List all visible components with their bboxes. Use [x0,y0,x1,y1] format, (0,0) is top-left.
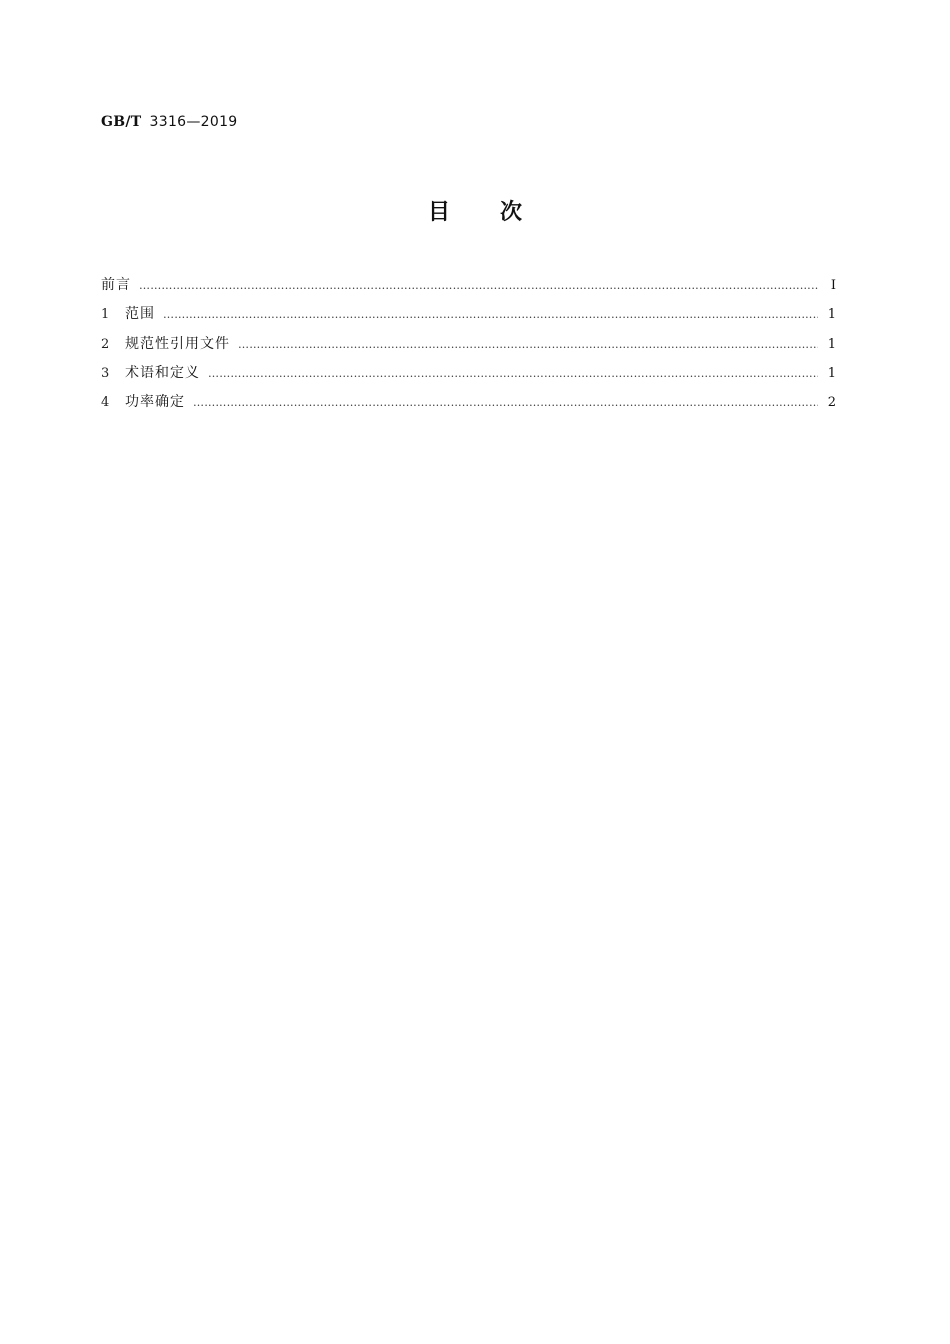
toc-entry-page: 1 [827,307,836,323]
toc-entry-label: 范围 [125,306,155,323]
standard-number: 3316—2019 [149,114,238,130]
toc-entry-page: 1 [827,365,836,381]
toc-entry-scope[interactable] [101,303,836,332]
dot-leader [163,308,818,321]
toc-entry-number: 4 [101,395,110,411]
toc-entry-label: 术语和定义 [125,364,200,381]
toc-entry-terms-definitions[interactable] [101,362,836,391]
toc-entry-label: 规范性引用文件 [125,335,230,352]
toc-entry-page: 2 [827,395,836,411]
toc-entry-number: 2 [101,336,110,352]
dot-leader [208,367,818,380]
toc-title [0,195,950,226]
dot-leader [238,338,818,351]
toc-title-char-2: 次 [500,200,523,225]
toc-entry-power-determination[interactable] [101,391,836,420]
toc-entry-normative-references[interactable] [101,333,836,362]
toc-entry-page: 1 [827,336,836,352]
toc-entry-label: 功率确定 [125,394,185,411]
toc-title-char-1: 目 [427,200,450,225]
dot-leader [193,396,818,409]
table-of-contents [101,274,836,420]
toc-entry-number: 3 [101,365,110,381]
toc-entry-page: Ⅰ [830,278,836,293]
standard-code [101,114,238,130]
toc-entry-number: 1 [101,307,110,323]
dot-leader [139,279,818,292]
toc-entry-foreword[interactable] [101,274,836,303]
toc-entry-label: 前言 [101,277,131,293]
standard-prefix: GB/T [101,114,142,130]
